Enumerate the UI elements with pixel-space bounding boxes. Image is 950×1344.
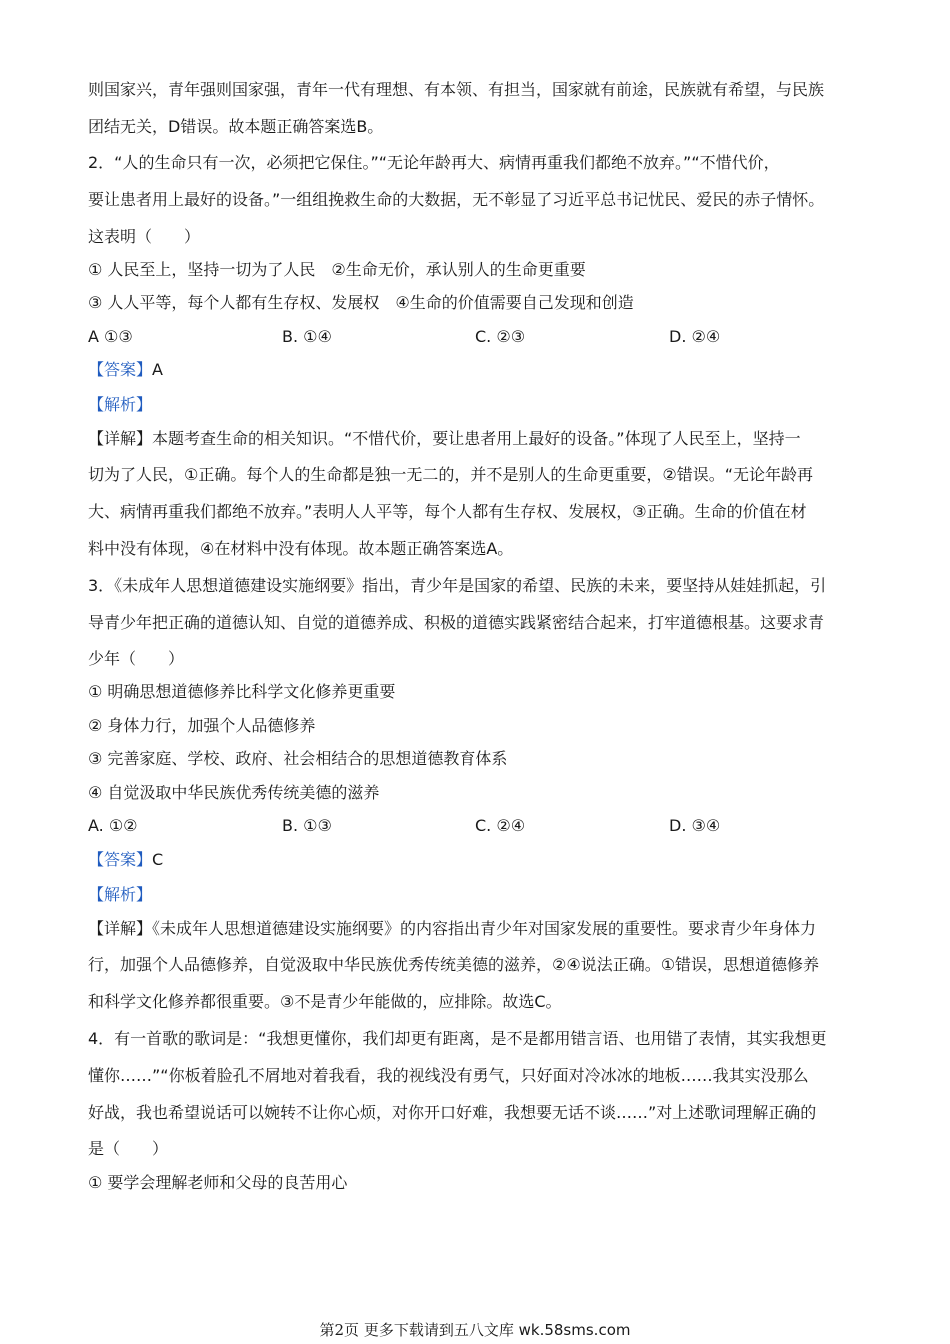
detail-text: 本题考查生命的相关知识。“不惜代价，要让患者用上最好的设备。”体现了人民至上，坚持一	[152, 429, 801, 448]
question-2-line: 2．“人的生命只有一次，必须把它保住。”“无论年龄再大、病情再重我们都绝不放弃。”“不惜代价，	[88, 153, 780, 172]
detail-tag: 【详解】	[88, 919, 153, 938]
page-number: 第2页	[319, 1321, 360, 1339]
detail-line: 料中没有体现，④在材料中没有体现。故本题正确答案选A。	[88, 539, 514, 558]
detail-text: 《未成年人思想道德建设实施纲要》的内容指出青少年对国家发展的重要性。要求青少年身体力	[152, 919, 817, 938]
statement-line: ① 明确思想道德修养比科学文化修养更重要	[88, 682, 396, 701]
option-c: C. ②④	[475, 816, 526, 835]
page-footer	[0, 1320, 950, 1340]
detail-line	[88, 427, 801, 451]
detail-tag: 【详解】	[88, 429, 153, 448]
option-a: A. ①②	[88, 816, 138, 835]
option-b: B. ①③	[282, 816, 332, 835]
statement-line: ③ 人人平等，每个人都有生存权、发展权 ④生命的价值需要自己发现和创造	[88, 293, 634, 312]
option-a: A ①③	[88, 327, 133, 346]
footer-site-link[interactable]: wk.58sms.com	[518, 1321, 631, 1339]
statement-line: ① 人民至上，坚持一切为了人民 ②生命无价，承认别人的生命更重要	[88, 260, 586, 279]
answer-tag: 【答案】	[88, 850, 153, 869]
answer-value: A	[152, 360, 163, 379]
question-3-line: 导青少年把正确的道德认知、自觉的道德养成、积极的道德实践紧密结合起来，打牢道德根基。这要求青	[88, 613, 825, 632]
statement-line: ③ 完善家庭、学校、政府、社会相结合的思想道德教育体系	[88, 749, 508, 768]
answer-value: C	[152, 850, 164, 869]
question-2-line: 这表明（ ）	[88, 227, 201, 246]
question-3-line: 3．《未成年人思想道德建设实施纲要》指出，青少年是国家的希望、民族的未来，要坚持从娃娃抓起，引	[88, 576, 827, 595]
answer-line	[88, 358, 163, 382]
detail-line: 行，加强个人品德修养，自觉汲取中华民族优秀传统美德的滋养，②④说法正确。①错误，思想道德修养	[88, 955, 820, 974]
footer-text: 更多下载请到五八文库	[363, 1321, 514, 1339]
option-b: B. ①④	[282, 327, 332, 346]
detail-line: 和科学文化修养都很重要。③不是青少年能做的，应排除。故选C。	[88, 992, 562, 1011]
question-4-line: 懂你……”“你板着脸孔不屑地对着我看，我的视线没有勇气，只好面对冷冰冰的地板……我其实没那么	[88, 1066, 809, 1085]
answer-tag: 【答案】	[88, 360, 153, 379]
question-2-line: 要让患者用上最好的设备。”一组组挽救生命的大数据，无不彰显了习近平总书记忧民、爱民的赤子情怀。	[88, 190, 825, 209]
question-4-line: 好战，我也希望说话可以婉转不让你心烦，对你开口好难，我想要无话不谈……”对上述歌词理解正确的	[88, 1103, 817, 1122]
option-d: D. ②④	[669, 327, 721, 346]
statement-line: ② 身体力行，加强个人品德修养	[88, 716, 316, 735]
question-4-line: 4．有一首歌的歌词是：“我想更懂你，我们却更有距离，是不是都用错言语、也用错了表情，其实我想更	[88, 1029, 827, 1048]
detail-line: 大、病情再重我们都绝不放弃。”表明人人平等，每个人都有生存权、发展权，③正确。生命的价值在材	[88, 502, 807, 521]
detail-line	[88, 917, 816, 941]
analysis-tag: 【解析】	[88, 395, 153, 414]
question-4-line: 是（ ）	[88, 1139, 169, 1158]
answer-line	[88, 848, 163, 872]
text-line: 团结无关，D错误。故本题正确答案选B。	[88, 117, 384, 136]
text-line: 则国家兴，青年强则国家强，青年一代有理想、有本领、有担当，国家就有前途，民族就有希望，与民族	[88, 80, 825, 99]
detail-line: 切为了人民，①正确。每个人的生命都是独一无二的，并不是别人的生命更重要，②错误。“无论年龄再	[88, 465, 813, 484]
statement-line: ① 要学会理解老师和父母的良苦用心	[88, 1173, 348, 1192]
statement-line: ④ 自觉汲取中华民族优秀传统美德的滋养	[88, 783, 380, 802]
option-d: D. ③④	[669, 816, 721, 835]
question-3-line: 少年（ ）	[88, 649, 185, 668]
analysis-tag: 【解析】	[88, 885, 153, 904]
option-c: C. ②③	[475, 327, 526, 346]
